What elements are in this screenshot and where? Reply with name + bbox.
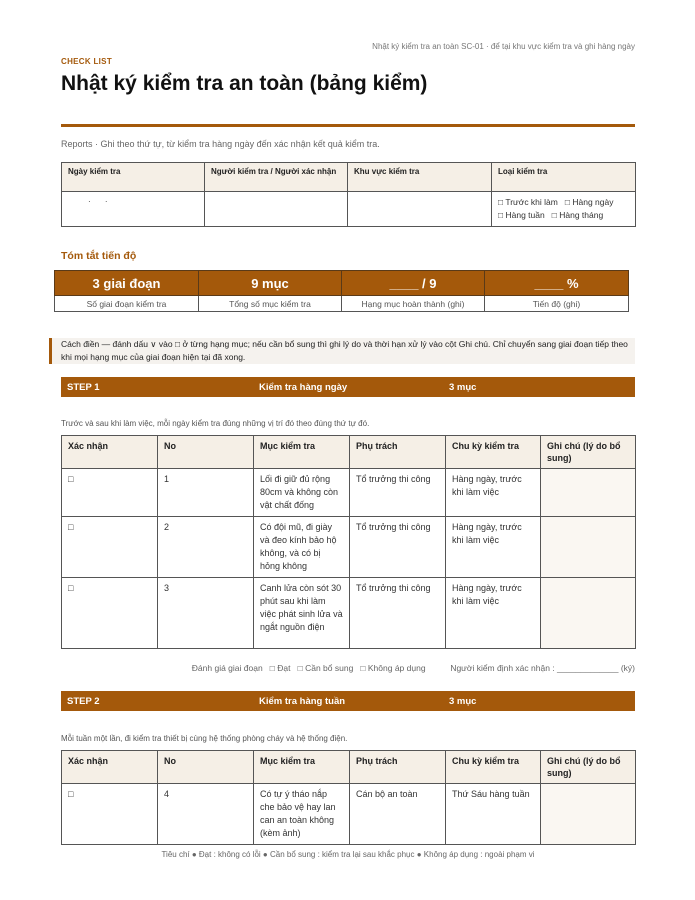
- item-cycle: Thứ Sáu hàng tuần: [446, 784, 541, 845]
- title-divider: [61, 124, 635, 127]
- area-field[interactable]: [348, 192, 492, 227]
- step2-label: STEP 2: [67, 695, 100, 707]
- col-note: Ghi chú (lý do bổ sung): [541, 436, 636, 469]
- col-confirm: Xác nhận: [62, 751, 158, 784]
- item-owner: Tổ trưởng thi công: [350, 469, 446, 517]
- col-note: Ghi chú (lý do bổ sung): [541, 751, 636, 784]
- col-owner: Phụ trách: [350, 751, 446, 784]
- progress-completed-label: Hạng mục hoàn thành (ghi): [342, 296, 485, 312]
- item-note[interactable]: [541, 578, 636, 649]
- item-note[interactable]: [541, 517, 636, 578]
- col-confirm: Xác nhận: [62, 436, 158, 469]
- stage-evaluation: [192, 663, 635, 673]
- item-note[interactable]: [541, 469, 636, 517]
- eyebrow-label: CHECK LIST: [61, 57, 112, 66]
- item-cycle: Hàng ngày, trước khi làm việc: [446, 517, 541, 578]
- item-owner: Tổ trưởng thi công: [350, 578, 446, 649]
- header-type: Loại kiểm tra: [492, 163, 636, 192]
- reports-note: Reports · Ghi theo thứ tự, từ kiểm tra hàng ngày đến xác nhận kết quả kiểm tra.: [61, 139, 380, 149]
- progress-completed-value[interactable]: ____ / 9: [342, 271, 485, 296]
- item-text: Lối đi giữ đủ rộng 80cm và không còn vật chất đống: [254, 469, 350, 517]
- step2-name: Kiểm tra hàng tuần: [259, 695, 346, 707]
- item-text: Canh lửa còn sót 30 phút sau khi làm việc phát sinh lửa và ngắt nguồn điện: [254, 578, 350, 649]
- inspector-signature[interactable]: Người kiểm định xác nhận : _____________ (ký): [450, 663, 635, 673]
- instructions-callout: Cách điền — đánh dấu ∨ vào □ ở từng hạng mục; nếu cần bổ sung thì ghi lý do và thời hạn xử lý vào cột Ghi chú. Chỉ chuyển sang giai đoạn tiếp theo khi mọi hạng mục của giai đoạn hiện tại đã xong.: [49, 338, 635, 364]
- eval-option-needs-fix[interactable]: □ Cần bổ sung: [297, 663, 354, 673]
- progress-items-value: 9 mục: [199, 271, 342, 296]
- page-title: Nhật ký kiểm tra an toàn (bảng kiểm): [61, 72, 428, 95]
- progress-summary-table: [54, 270, 629, 312]
- step1-count: 3 mục: [449, 381, 477, 393]
- evaluation-label: Đánh giá giai đoạn: [191, 663, 263, 673]
- step2-table: [61, 750, 636, 845]
- step2-count: 3 mục: [449, 695, 477, 707]
- type-option-daily[interactable]: □ Hàng ngày: [564, 197, 614, 207]
- progress-percent-value[interactable]: ____ %: [485, 271, 629, 296]
- step2-bar: [61, 691, 635, 711]
- header-inspector: Người kiểm tra / Người xác nhận: [205, 163, 348, 192]
- item-text: Có tự ý tháo nắp che bảo vệ hay lan can an toàn không (kèm ảnh): [254, 784, 350, 845]
- progress-heading: Tóm tắt tiến độ: [61, 250, 137, 262]
- col-item: Mục kiểm tra: [254, 751, 350, 784]
- item-owner: Cán bộ an toàn: [350, 784, 446, 845]
- table-row: [62, 517, 636, 578]
- criteria-legend: Tiêu chí ● Đạt : không có lỗi ● Cần bổ sung : kiểm tra lại sau khắc phục ● Không áp dụng : ngoài phạm vi: [161, 850, 535, 859]
- col-no: No: [158, 436, 254, 469]
- type-options: [492, 192, 636, 227]
- eval-option-na[interactable]: □ Không áp dụng: [360, 663, 426, 673]
- table-row: [62, 578, 636, 649]
- type-option-monthly[interactable]: □ Hàng tháng: [551, 210, 604, 220]
- item-owner: Tổ trưởng thi công: [350, 517, 446, 578]
- item-cycle: Hàng ngày, trước khi làm việc: [446, 578, 541, 649]
- confirm-checkbox[interactable]: □: [62, 578, 158, 649]
- col-owner: Phụ trách: [350, 436, 446, 469]
- item-text: Có đội mũ, đi giày và đeo kính bảo hộ không, và có bị hỏng không: [254, 517, 350, 578]
- inspector-field[interactable]: [205, 192, 348, 227]
- inspection-info-table: [61, 162, 636, 227]
- col-cycle: Chu kỳ kiểm tra: [446, 436, 541, 469]
- progress-stages-value: 3 giai đoạn: [55, 271, 199, 296]
- item-number: 4: [158, 784, 254, 845]
- item-number: 2: [158, 517, 254, 578]
- header-area: Khu vực kiểm tra: [348, 163, 492, 192]
- item-cycle: Hàng ngày, trước khi làm việc: [446, 469, 541, 517]
- progress-stages-label: Số giai đoạn kiểm tra: [55, 296, 199, 312]
- item-number: 3: [158, 578, 254, 649]
- col-item: Mục kiểm tra: [254, 436, 350, 469]
- col-no: No: [158, 751, 254, 784]
- date-placeholder: · ·: [88, 197, 114, 206]
- col-cycle: Chu kỳ kiểm tra: [446, 751, 541, 784]
- progress-percent-label: Tiến độ (ghi): [485, 296, 629, 312]
- item-note[interactable]: [541, 784, 636, 845]
- confirm-checkbox[interactable]: □: [62, 469, 158, 517]
- confirm-checkbox[interactable]: □: [62, 784, 158, 845]
- step2-description: Mỗi tuần một lần, đi kiểm tra thiết bị cùng hệ thống phòng cháy và hệ thống điện.: [61, 734, 348, 743]
- eval-option-pass[interactable]: □ Đạt: [269, 663, 291, 673]
- table-row: [62, 469, 636, 517]
- date-field[interactable]: [62, 192, 205, 227]
- table-row: [62, 784, 636, 845]
- header-date: Ngày kiểm tra: [62, 163, 205, 192]
- step1-description: Trước và sau khi làm việc, mỗi ngày kiểm tra đúng những vị trí đó theo đúng thứ tự đó.: [61, 419, 370, 428]
- header-meta: Nhật ký kiểm tra an toàn SC-01 · để tại khu vực kiểm tra và ghi hàng ngày: [372, 42, 635, 51]
- confirm-checkbox[interactable]: □: [62, 517, 158, 578]
- step1-table: [61, 435, 636, 649]
- progress-items-label: Tổng số mục kiểm tra: [199, 296, 342, 312]
- type-option-before-work[interactable]: □ Trước khi làm: [498, 197, 558, 207]
- step1-label: STEP 1: [67, 381, 100, 393]
- type-option-weekly[interactable]: □ Hàng tuần: [498, 210, 545, 220]
- item-number: 1: [158, 469, 254, 517]
- step1-bar: [61, 377, 635, 397]
- step1-name: Kiểm tra hàng ngày: [259, 381, 348, 393]
